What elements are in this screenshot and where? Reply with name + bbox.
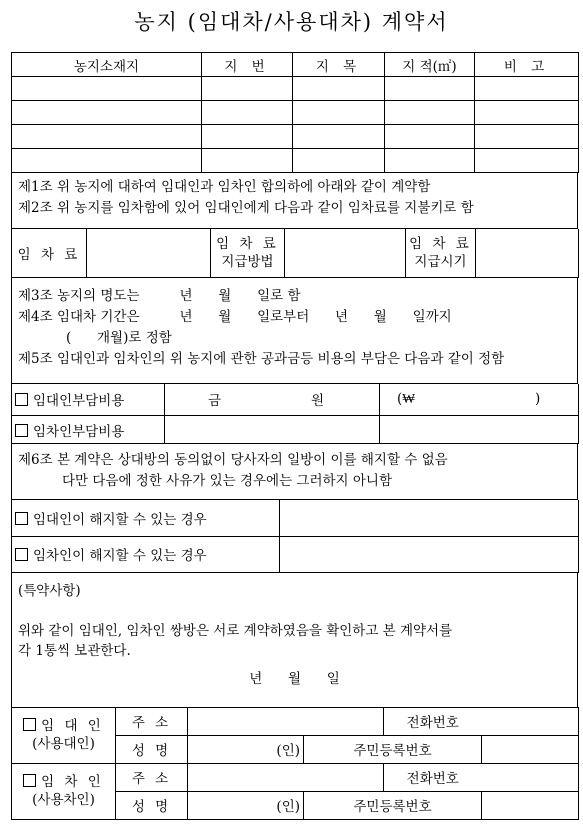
lessee-name-label: 성 명 xyxy=(116,791,188,819)
location-cell[interactable] xyxy=(12,77,202,101)
article-6 xyxy=(11,444,578,500)
lessee-termination-option[interactable] xyxy=(12,536,280,572)
land-category-cell[interactable] xyxy=(293,77,385,101)
table-row xyxy=(12,125,579,149)
lessor-termination-option[interactable] xyxy=(12,500,280,536)
lessor-phone-label: 전화번호 xyxy=(384,707,482,735)
remarks-cell[interactable] xyxy=(475,101,579,125)
seal-mark: (인) xyxy=(276,743,300,759)
lessor-name-label: 성 명 xyxy=(116,735,188,763)
lessee-reg-label: 주민등록번호 xyxy=(304,791,482,819)
lot-number-cell[interactable] xyxy=(202,149,293,173)
lessee-termination-field[interactable] xyxy=(280,536,579,572)
land-category-cell[interactable] xyxy=(293,149,385,173)
rent-method-field[interactable] xyxy=(285,229,406,277)
land-category-cell[interactable] xyxy=(293,101,385,125)
area-cell[interactable] xyxy=(385,149,475,173)
lessor-reg-field[interactable] xyxy=(482,735,579,763)
checkbox-icon[interactable] xyxy=(15,424,28,437)
closing-statement xyxy=(11,611,578,707)
checkbox-icon[interactable] xyxy=(15,393,28,406)
table-row xyxy=(12,77,579,101)
location-cell[interactable] xyxy=(12,101,202,125)
article-2: 제2조 위 농지를 임차함에 있어 임대인에게 다음과 같이 임차료를 지불키로 함 xyxy=(18,200,474,216)
article-5: 제5조 임대인과 임차인의 위 농지에 관한 공과금등 비용의 부담은 다음과 같이 정함 xyxy=(18,350,505,367)
lessee-party-label: 임 차 인 (사용차인) xyxy=(12,763,116,819)
checkbox-icon[interactable] xyxy=(23,718,36,731)
remarks-cell[interactable] xyxy=(475,77,579,101)
rent-method-label: 임 차 료 지급방법 xyxy=(211,229,285,277)
rent-table xyxy=(11,229,579,278)
lessor-address-field[interactable] xyxy=(188,707,384,735)
lessee-reg-field[interactable] xyxy=(482,791,579,819)
land-table xyxy=(11,52,579,173)
table-row xyxy=(12,101,579,125)
checkbox-icon[interactable] xyxy=(23,774,36,787)
lessee-address-label: 주 소 xyxy=(116,763,188,791)
rent-label: 임 차 료 xyxy=(12,229,87,277)
location-cell[interactable] xyxy=(12,149,202,173)
article-3: 제3조 농지의 명도는 년 월 일로 함 xyxy=(18,287,301,304)
lessor-address-label: 주 소 xyxy=(116,707,188,735)
contract-form xyxy=(11,52,578,820)
header-land-category: 지 목 xyxy=(293,53,385,77)
article-6-line2: 다만 다음에 정한 사유가 있는 경우에는 그러하지 아니함 xyxy=(62,473,392,489)
header-remarks: 비 고 xyxy=(475,53,579,77)
header-lot-number: 지 번 xyxy=(202,53,293,77)
burden-krw-field[interactable]: (₩ ) xyxy=(380,384,579,416)
lessee-burden-amount-field[interactable] xyxy=(165,416,380,444)
articles-3-5 xyxy=(11,278,578,384)
land-category-cell[interactable] xyxy=(293,125,385,149)
special-terms-label: (특약사항) xyxy=(18,582,81,599)
area-cell[interactable] xyxy=(385,77,475,101)
article-4-continued: ( 개월)로 정함 xyxy=(66,329,172,346)
table-row xyxy=(12,149,579,173)
lessee-burden-krw-field[interactable] xyxy=(380,416,579,444)
termination-table xyxy=(11,500,579,573)
checkbox-icon[interactable] xyxy=(15,512,28,525)
closing-line1: 위와 같이 임대인, 임차인 쌍방은 서로 계약하였음을 확인하고 본 계약서를 xyxy=(18,622,453,639)
lessor-burden-label: 임대인부담비용 xyxy=(33,393,125,410)
parties-table xyxy=(11,707,579,820)
lessor-name-field[interactable] xyxy=(188,735,304,763)
lessee-burden-option[interactable] xyxy=(12,416,165,444)
burden-amount-field[interactable]: 금 원 xyxy=(165,384,380,416)
lessor-termination-label: 임대인이 해지할 수 있는 경우 xyxy=(33,511,207,528)
rent-time-label: 임 차 료 지급시기 xyxy=(406,229,476,277)
lot-number-cell[interactable] xyxy=(202,101,293,125)
header-area: 지 적(㎡) xyxy=(385,53,475,77)
contract-date: 년 월 일 xyxy=(249,670,340,687)
lessee-name-field[interactable] xyxy=(188,791,304,819)
lessee-address-field[interactable] xyxy=(188,763,384,791)
lot-number-cell[interactable] xyxy=(202,77,293,101)
lessor-reg-label: 주민등록번호 xyxy=(304,735,482,763)
remarks-cell[interactable] xyxy=(475,149,579,173)
lessee-phone-label: 전화번호 xyxy=(384,763,482,791)
lessee-phone-field[interactable] xyxy=(482,763,579,791)
article-4: 제4조 임대차 기간은 년 월 일로부터 년 월 일까지 xyxy=(18,308,452,325)
lessor-termination-field[interactable] xyxy=(280,500,579,536)
article-1: 제1조 위 농지에 대하여 임대인과 임차인 합의하에 아래와 같이 계약함 xyxy=(18,179,431,195)
remarks-cell[interactable] xyxy=(475,125,579,149)
lessor-phone-field[interactable] xyxy=(482,707,579,735)
seal-mark: (인) xyxy=(276,799,300,815)
header-location: 농지소재지 xyxy=(12,53,202,77)
lessee-termination-label: 임차인이 해지할 수 있는 경우 xyxy=(33,548,207,564)
burden-table xyxy=(11,384,579,445)
lot-number-cell[interactable] xyxy=(202,125,293,149)
checkbox-icon[interactable] xyxy=(15,548,28,561)
page-title: 농지 (임대차/사용대차) 계약서 xyxy=(134,10,449,34)
special-terms xyxy=(11,573,578,611)
article-6-line1: 제6조 본 계약은 상대방의 동의없이 당사자의 일방이 이를 해지할 수 없음 xyxy=(18,452,448,468)
area-cell[interactable] xyxy=(385,101,475,125)
rent-amount-field[interactable] xyxy=(87,229,211,277)
rent-time-field[interactable] xyxy=(476,229,579,277)
location-cell[interactable] xyxy=(12,125,202,149)
closing-line2: 각 1통씩 보관한다. xyxy=(18,642,131,659)
articles-1-2 xyxy=(11,173,578,229)
area-cell[interactable] xyxy=(385,125,475,149)
lessor-burden-option[interactable] xyxy=(12,384,165,416)
lessor-party-label: 임 대 인 (사용대인) xyxy=(12,707,116,763)
lessee-burden-label: 임차인부담비용 xyxy=(33,423,125,440)
